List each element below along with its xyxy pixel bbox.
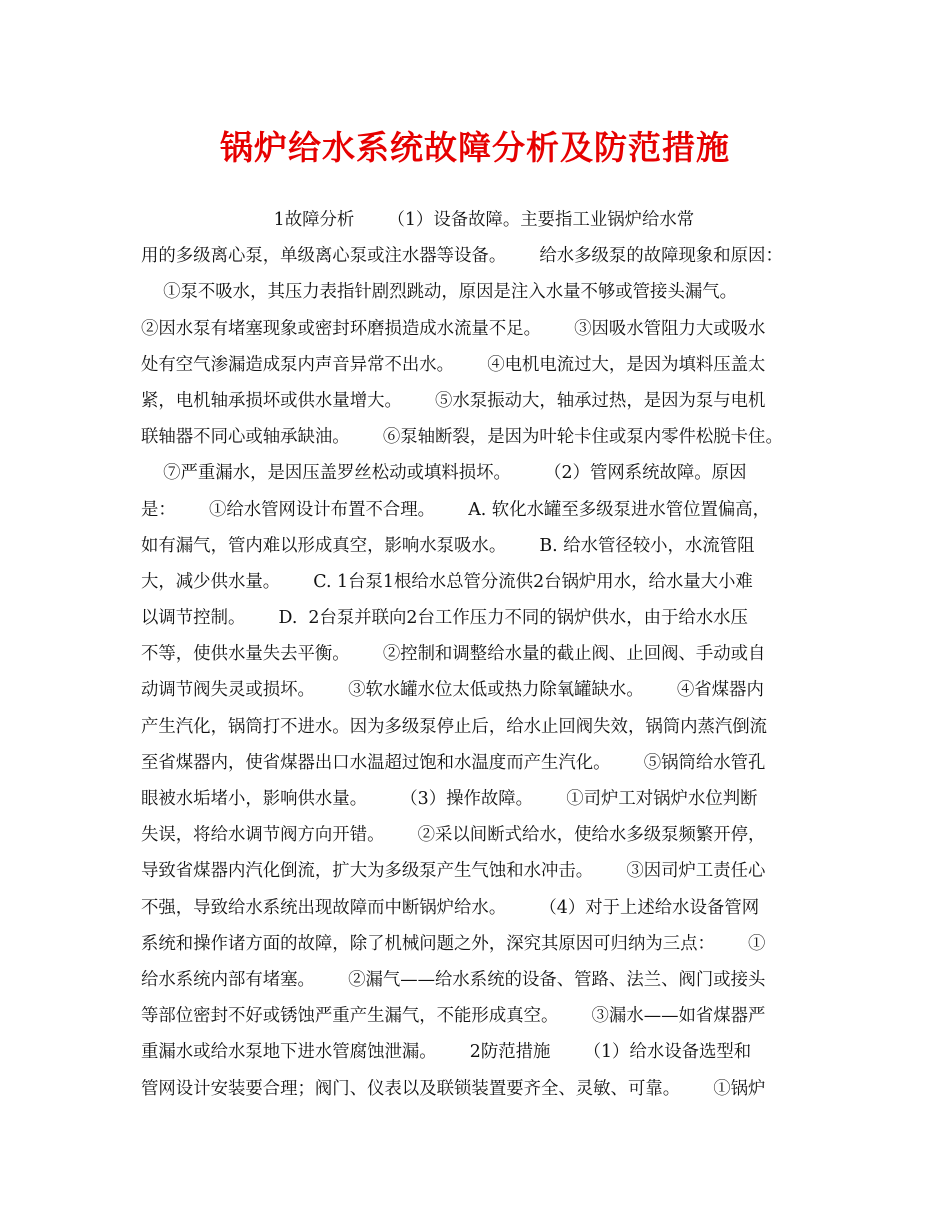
- body-line: 如有漏气，管内难以形成真空，影响水泵吸水。 B. 给水管径较小，水流管阻: [141, 535, 755, 556]
- body-line: ⑦严重漏水，是因压盖罗丝松动或填料损坏。 （2）管网系统故障。原因: [141, 463, 747, 484]
- body-line: 1故障分析 （1）设备故障。主要指工业锅炉给水常: [141, 210, 695, 230]
- body-line: 大，减少供水量。 C. 1台泵1根给水总管分流供2台锅炉用水，给水量大小难: [141, 571, 753, 592]
- body-line: 失误，将给水调节阀方向开错。 ②采以间断式给水，使给水多级泵频繁开停，: [141, 825, 766, 846]
- body-line: 产生汽化，锅筒打不进水。因为多级泵停止后，给水止回阀失效，锅筒内蒸汽倒流: [141, 716, 768, 737]
- body-line: 紧，电机轴承损坏或供水量增大。 ⑤水泵振动大，轴承过热，是因为泵与电机: [141, 390, 766, 411]
- body-line: 至省煤器内，使省煤器出口水温超过饱和水温度而产生汽化。 ⑤锅筒给水管孔: [141, 752, 766, 773]
- body-line: 导致省煤器内汽化倒流，扩大为多级泵产生气蚀和水冲击。 ③因司炉工责任心: [141, 861, 766, 882]
- body-line: 是： ①给水管网设计布置不合理。 A. 软化水罐至多级泵进水管位置偏高，: [141, 499, 771, 520]
- body-line: 管网设计安装要合理；阀门、仪表以及联锁装置要齐全、灵敏、可靠。 ①锅炉: [141, 1078, 766, 1099]
- body-line: 不强，导致给水系统出现故障而中断锅炉给水。 （4）对于上述给水设备管网: [141, 897, 760, 918]
- body-line: 重漏水或给水泵地下进水管腐蚀泄漏。 2防范措施 （1）给水设备选型和: [141, 1042, 752, 1063]
- body-line: 处有空气渗漏造成泵内声音异常不出水。 ④电机电流过大，是因为填料压盖太: [141, 354, 766, 375]
- body-line: ①泵不吸水，其压力表指针剧烈跳动，原因是注入水量不够或管接头漏气。: [141, 282, 738, 303]
- document-title: 锅炉给水系统故障分析及防范措施: [220, 128, 730, 167]
- body-line: 动调节阀失灵或损坏。 ③软水罐水位太低或热力除氧罐缺水。 ④省煤器内: [141, 680, 764, 701]
- body-line: ②因水泵有堵塞现象或密封环磨损造成水流量不足。 ③因吸水管阻力大或吸水: [141, 318, 766, 339]
- body-line: 等部位密封不好或锈蚀严重产生漏气，不能形成真空。 ③漏水——如省煤器严: [141, 1006, 766, 1027]
- body-line: 系统和操作诸方面的故障，除了机械问题之外，深究其原因可归纳为三点： ①: [141, 933, 766, 954]
- body-line: 联轴器不同心或轴承缺油。 ⑥泵轴断裂，是因为叶轮卡住或泵内零件松脱卡住。: [141, 427, 783, 448]
- body-line: 眼被水垢堵小，影响供水量。 （3）操作故障。 ①司炉工对锅炉水位判断: [141, 789, 758, 809]
- document-body: [141, 202, 813, 1107]
- body-line: 用的多级离心泵，单级离心泵或注水器等设备。 给水多级泵的故障现象和原因：: [141, 246, 783, 267]
- body-line: 不等，使供水量失去平衡。 ②控制和调整给水量的截止阀、止回阀、手动或自: [141, 644, 766, 665]
- body-line: 以调节控制。 D. 2台泵并联向2台工作压力不同的锅炉供水，由于给水水压: [141, 608, 748, 629]
- body-line: 给水系统内部有堵塞。 ②漏气——给水系统的设备、管路、法兰、阀门或接头: [141, 969, 766, 990]
